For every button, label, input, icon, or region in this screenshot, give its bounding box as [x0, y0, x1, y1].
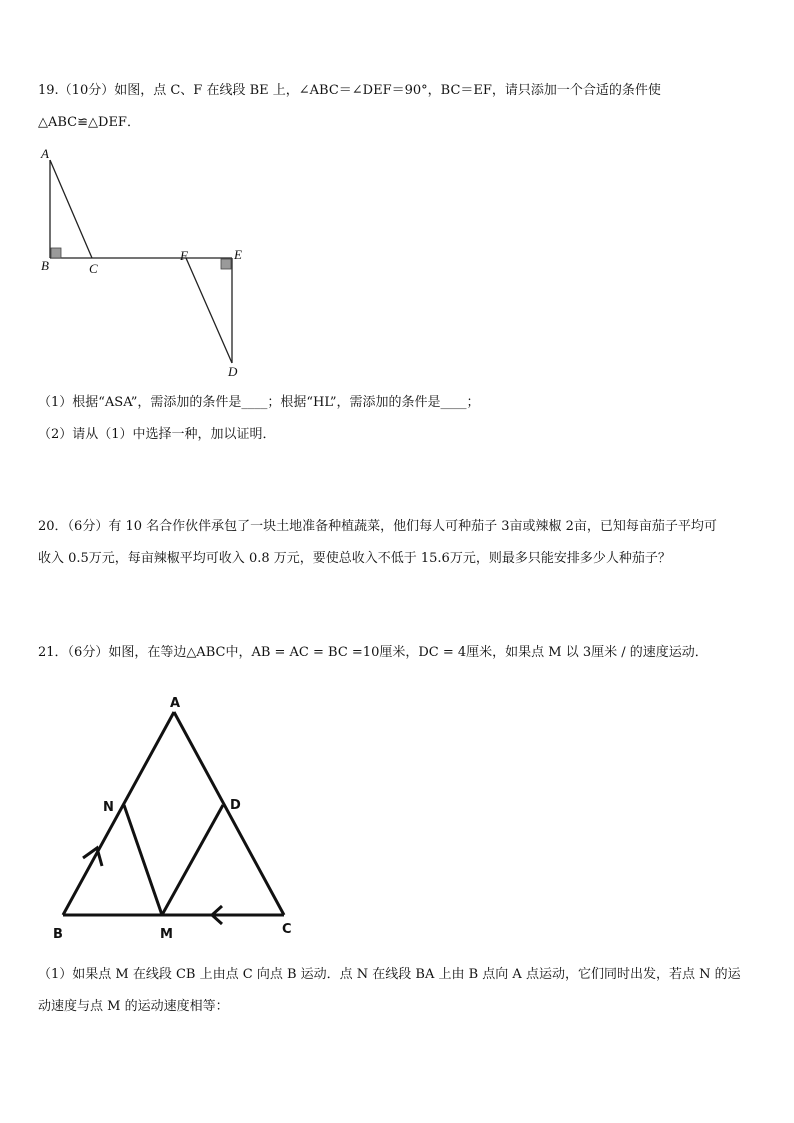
label-m: M — [160, 927, 173, 942]
q20-stem-line1: 20．（6分）有 10 名合作伙伴承包了一块土地准备种植蔬菜，他们每人可种茄子 3亩或辣椒 2亩，已知每亩茄子平均可 — [38, 519, 717, 534]
label-c-21: C — [282, 922, 292, 937]
label-b-21: B — [53, 927, 63, 942]
label-e: E — [234, 247, 242, 262]
label-d: D — [228, 364, 238, 379]
q19-stem-line1: 19.（10分）如图，点 C、F 在线段 BE 上，∠ABC＝∠DEF＝90°，BC＝EF，请只添加一个合适的条件使 — [38, 83, 661, 98]
segment-fd — [186, 258, 232, 363]
segment-ac-21 — [174, 712, 284, 915]
q21-stem-line1: 21．（6分）如图，在等边△ABC中，AB = AC = BC =10厘米，DC = 4厘米，如果点 M 以 3厘米 / 的速度运动． — [38, 645, 708, 660]
label-f: F — [180, 248, 188, 263]
label-n: N — [103, 800, 114, 815]
segment-ac — [50, 160, 92, 258]
label-c: C — [89, 261, 98, 276]
q21-part1-line2: 动速度与点 M 的运动速度相等： — [38, 999, 229, 1014]
segment-md — [162, 805, 223, 915]
segment-ba — [63, 712, 174, 915]
q19-part1: （1）根据“ASA”，需添加的条件是____；根据“HL”，需添加的条件是____； — [38, 395, 480, 410]
q20-stem-line2: 收入 0.5万元，每亩辣椒平均可收入 0.8 万元，要使总收入不低于 15.6万元，则最多只能安排多少人种茄子？ — [38, 551, 671, 566]
segment-nm — [124, 805, 162, 915]
label-a-21: A — [170, 696, 181, 711]
right-angle-mark-e — [221, 259, 231, 269]
q21-part1-line1: （1）如果点 M 在线段 CB 上由点 C 向点 B 运动．点 N 在线段 BA 上由 B 点向 A 点运动，它们同时出发，若点 N 的运 — [38, 967, 741, 982]
label-a: A — [41, 146, 49, 161]
label-b: B — [41, 258, 49, 273]
q19-stem-line2: △ABC≌△DEF． — [38, 115, 140, 130]
right-angle-mark-b — [51, 248, 61, 258]
label-d-21: D — [230, 798, 241, 813]
q19-part2: （2）请从（1）中选择一种，加以证明． — [38, 427, 276, 442]
